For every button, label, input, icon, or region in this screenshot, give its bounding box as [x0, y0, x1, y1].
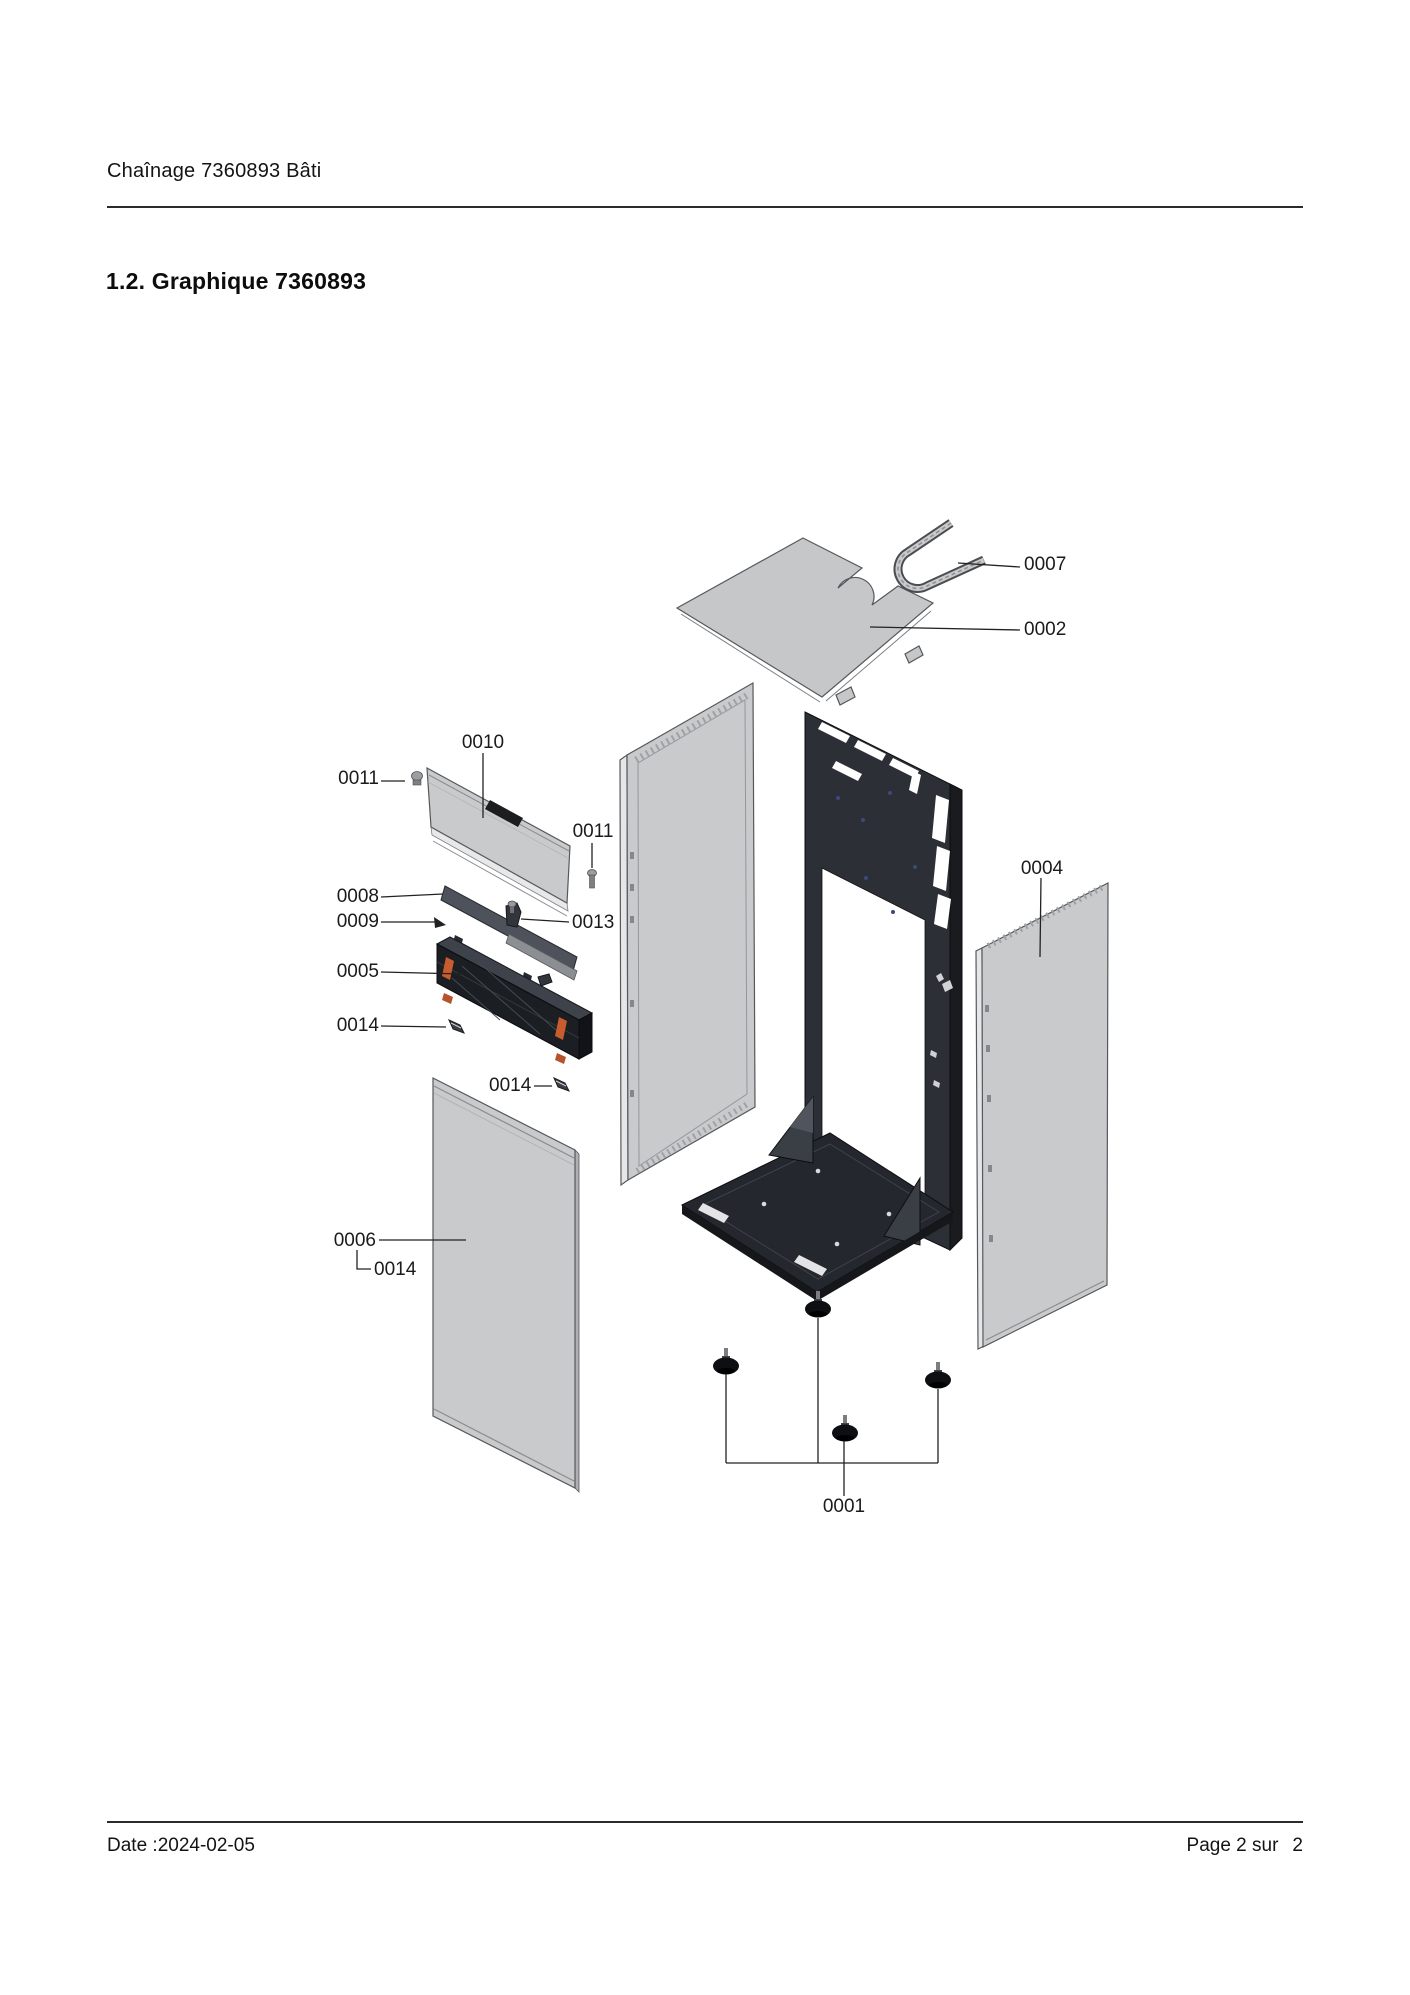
leader-0008 — [381, 894, 443, 897]
front-plate-face — [427, 768, 570, 903]
part-label-0004: 0004 — [1020, 858, 1064, 879]
footer-date: Date :2024-02-05 — [107, 1835, 255, 1856]
part-label-0014-c: 0014 — [374, 1259, 417, 1280]
footer-rule — [107, 1821, 1303, 1823]
part-screw-0011-right — [588, 870, 597, 889]
part-clip-0014-b — [554, 1078, 569, 1091]
leader-0014-a — [381, 1026, 446, 1027]
leader-0014-c — [357, 1250, 371, 1269]
right-side-panel-face — [982, 883, 1108, 1347]
front-lower-panel-face — [433, 1078, 575, 1488]
part-label-0002: 0002 — [1024, 619, 1067, 640]
part-label-0001: 0001 — [822, 1496, 866, 1517]
page-header-title: Chaînage 7360893 Bâti — [107, 160, 322, 182]
part-u-handle — [898, 523, 984, 588]
footer-pagination — [1187, 1835, 1303, 1857]
top-cover-face — [677, 538, 933, 697]
section-heading: 1.2. Graphique 7360893 — [106, 268, 367, 294]
part-label-0005: 0005 — [336, 961, 379, 982]
footer-page-label: Page 2 sur — [1186, 1835, 1279, 1856]
part-foot — [925, 1362, 951, 1389]
part-label-0011-b: 0011 — [572, 821, 614, 842]
part-right-side-panel — [976, 883, 1108, 1349]
part-label-0010: 0010 — [461, 732, 505, 753]
part-front-lower-panel — [433, 1078, 579, 1492]
part-label-0014-a: 0014 — [336, 1015, 379, 1036]
part-label-0007: 0007 — [1024, 554, 1067, 575]
part-foot — [713, 1348, 739, 1375]
left-side-panel-face — [627, 683, 755, 1180]
footer-page-number: 2 — [1292, 1835, 1303, 1856]
part-label-0011-a: 0011 — [338, 768, 379, 789]
part-clip-0014-a — [449, 1020, 464, 1033]
top-cover-tab — [905, 646, 923, 663]
part-label-0008: 0008 — [336, 886, 379, 907]
part-left-side-panel — [620, 683, 755, 1185]
leader-0013 — [521, 919, 569, 922]
part-label-0014-b: 0014 — [489, 1075, 532, 1096]
part-screw-0011-left — [412, 772, 423, 786]
leader-0009-arrowhead — [434, 917, 446, 928]
part-label-0013: 0013 — [572, 912, 615, 933]
part-foot — [832, 1415, 858, 1442]
part-label-0009: 0009 — [336, 911, 379, 932]
part-label-0006: 0006 — [333, 1230, 376, 1251]
